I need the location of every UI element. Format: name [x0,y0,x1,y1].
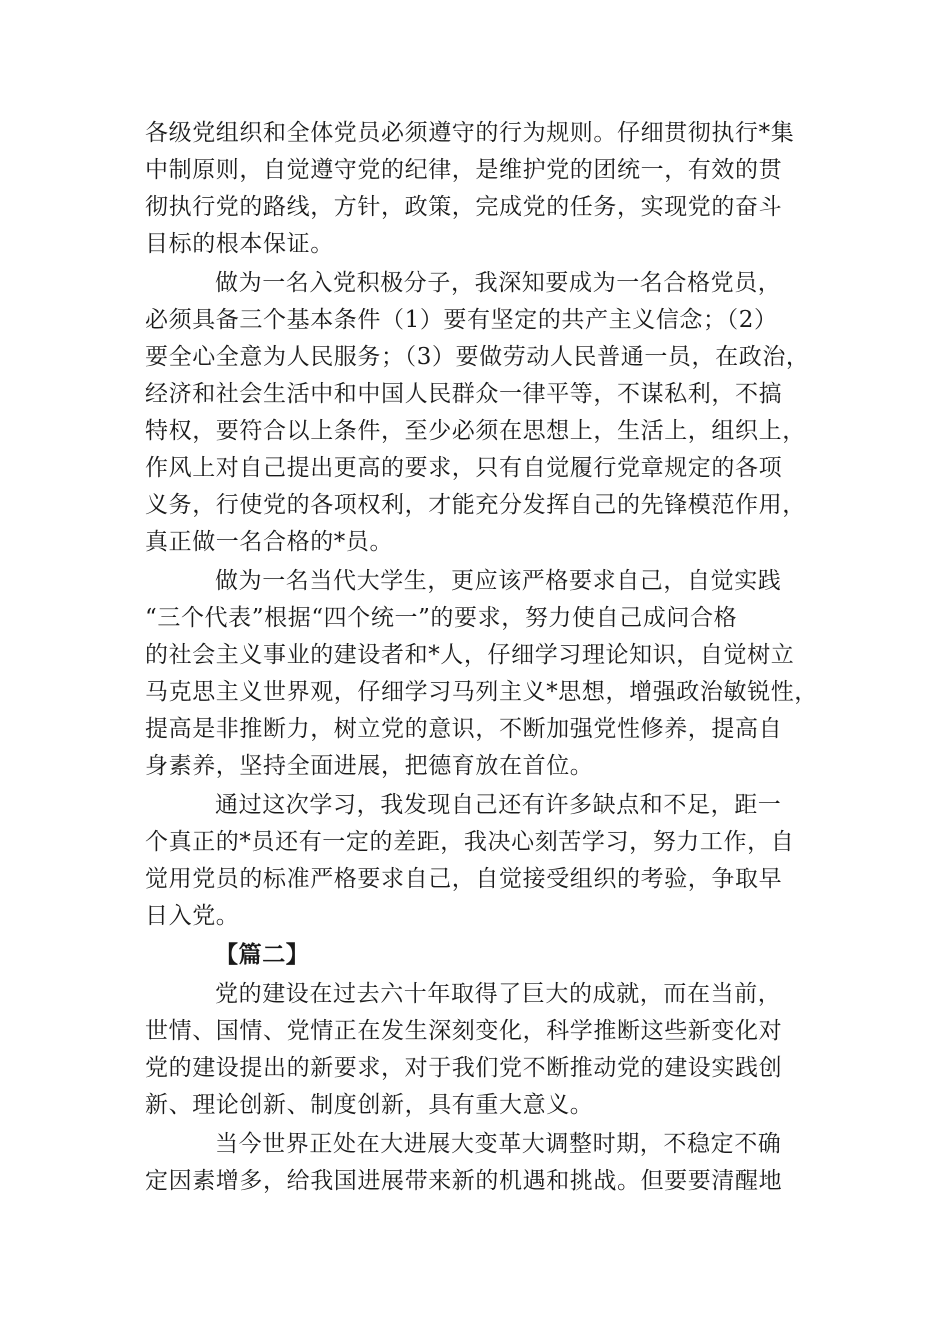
text-line: 彻执行党的路线，方针，政策，完成党的任务，实现党的奋斗 [145,194,783,220]
text-line: 个真正的*员还有一定的差距，我决心刻苦学习，努力工作，自 [145,829,795,855]
text-line: 义务，行使党的各项权利，才能充分发挥自己的先锋模范作用， [145,492,806,518]
text-line: 中制原则，自觉遵守党的纪律，是维护党的团统一，有效的贯 [145,157,783,183]
paragraph-first-line: 通过这次学习，我发现自己还有许多缺点和不足，距一 [215,792,782,818]
paragraph-first-line: 当今世界正处在大进展大变革大调整时期，不稳定不确 [215,1131,782,1157]
text-line: 目标的根本保证。 [145,231,334,257]
text-line: 经济和社会生活中和中国人民群众一律平等，不谋私利，不搞 [145,381,783,407]
text-line: 提高是非推断力，树立党的意识，不断加强党性修养，提高自 [145,716,783,742]
text-line: 的社会主义事业的建设者和*人，仔细学习理论知识，自觉树立 [145,642,795,668]
text-line: 身素养，坚持全面进展，把德育放在首位。 [145,753,594,779]
paragraph-first-line: 做为一名入党积极分子，我深知要成为一名合格党员， [215,270,782,296]
text-line: 作风上对自己提出更高的要求，只有自觉履行党章规定的各项 [145,455,783,481]
text-line: 特权，要符合以上条件，至少必须在思想上，生活上，组织上， [145,418,806,444]
text-line: 觉用党员的标准严格要求自己，自觉接受组织的考验，争取早 [145,866,783,892]
section-heading: 【篇二】 [215,941,310,968]
text-line: 定因素增多，给我国进展带来新的机遇和挑战。但要要清醒地 [145,1168,783,1194]
text-line: 真正做一名合格的*员。 [145,529,394,555]
text-line: 要全心全意为人民服务；（3）要做劳动人民普通一员，在政治， [145,344,810,370]
text-line: 党的建设提出的新要求，对于我们党不断推动党的建设实践创 [145,1055,783,1081]
text-line: 必须具备三个基本条件（1）要有坚定的共产主义信念；（2） [145,307,778,333]
text-line: 马克思主义世界观，仔细学习马列主义*思想，增强政治敏锐性， [145,679,818,705]
text-line: 世情、国情、党情正在发生深刻变化，科学推断这些新变化对 [145,1018,783,1044]
paragraph-first-line: 党的建设在过去六十年取得了巨大的成就，而在当前， [215,981,782,1007]
text-line: “三个代表”根据“四个统一”的要求，努力使自己成问合格 [145,605,738,631]
text-line: 日入党。 [145,903,240,929]
paragraph-first-line: 做为一名当代大学生，更应该严格要求自己，自觉实践 [215,568,782,594]
text-line: 各级党组织和全体党员必须遵守的行为规则。仔细贯彻执行*集 [145,120,795,146]
text-line: 新、理论创新、制度创新，具有重大意义。 [145,1092,594,1118]
